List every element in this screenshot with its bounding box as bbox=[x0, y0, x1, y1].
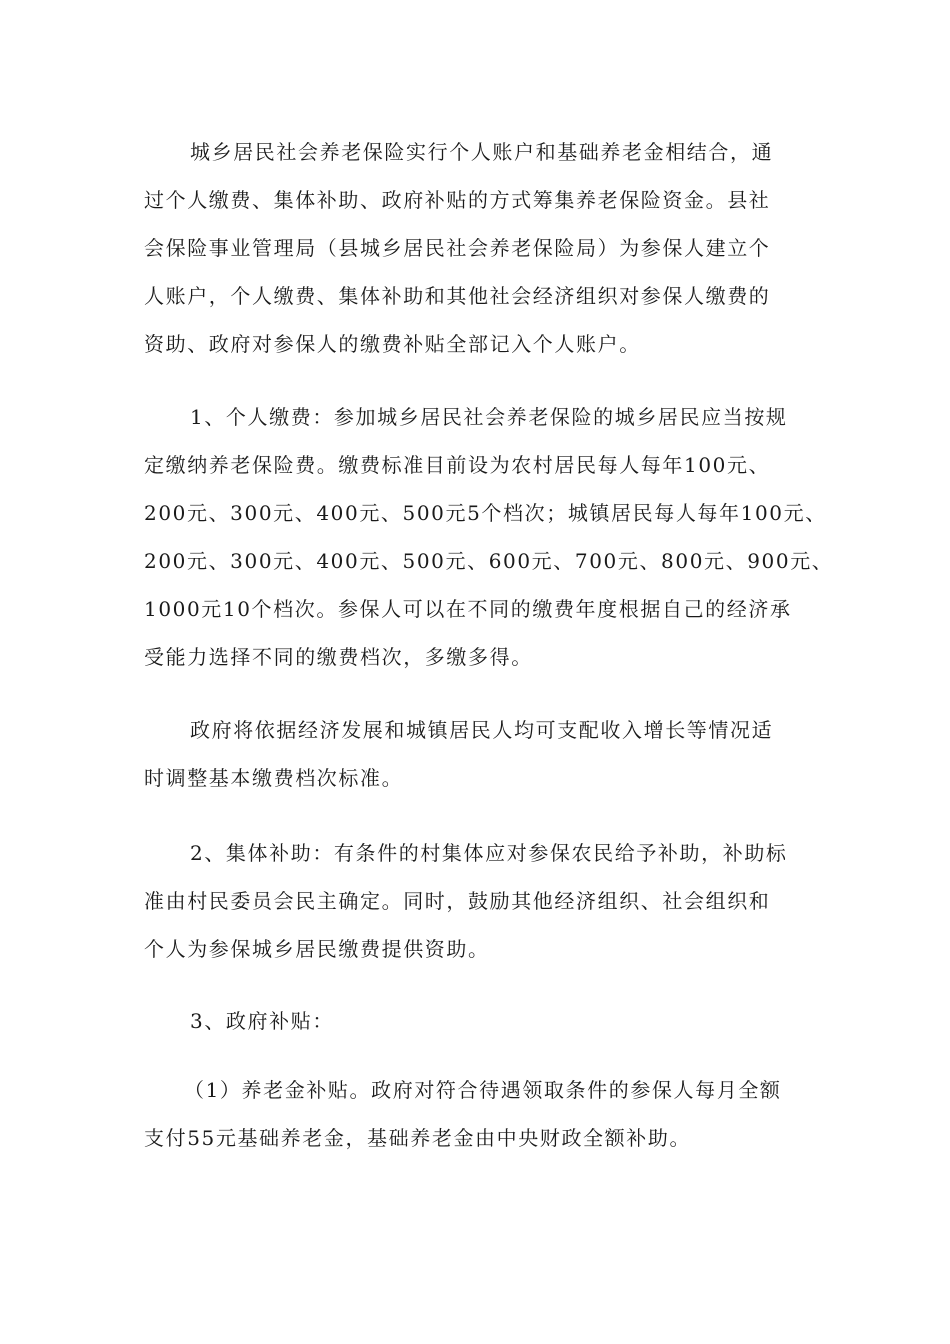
paragraph-intro bbox=[144, 128, 824, 368]
text-line: 1、个人缴费：参加城乡居民社会养老保险的城乡居民应当按规 bbox=[190, 405, 788, 429]
text-line: 个人为参保城乡居民缴费提供资助。 bbox=[144, 937, 490, 961]
paragraph-collective-subsidy bbox=[144, 829, 824, 973]
text-line: 受能力选择不同的缴费档次，多缴多得。 bbox=[144, 645, 533, 669]
text-line: 定缴纳养老保险费。缴费标准目前设为农村居民每人每年100元、 bbox=[144, 453, 771, 477]
text-line: 过个人缴费、集体补助、政府补贴的方式筹集养老保险资金。县社 bbox=[144, 188, 771, 212]
text-line: 政府将依据经济发展和城镇居民人均可支配收入增长等情况适 bbox=[190, 718, 774, 742]
paragraph-government-subsidy-heading bbox=[144, 997, 824, 1045]
text-line: 200元、300元、400元、500元、600元、700元、800元、900元、 bbox=[144, 549, 834, 573]
text-line: 时调整基本缴费档次标准。 bbox=[144, 766, 404, 790]
text-line: 人账户，个人缴费、集体补助和其他社会经济组织对参保人缴费的 bbox=[144, 284, 771, 308]
text-line: 支付55元基础养老金，基础养老金由中央财政全额补助。 bbox=[144, 1126, 692, 1150]
text-line: 200元、300元、400元、500元5个档次；城镇居民每人每年100元、 bbox=[144, 501, 827, 525]
text-line: 资助、政府对参保人的缴费补贴全部记入个人账户。 bbox=[144, 332, 641, 356]
text-line: 1000元10个档次。参保人可以在不同的缴费年度根据自己的经济承 bbox=[144, 597, 792, 621]
text-line: （1）养老金补贴。政府对符合待遇领取条件的参保人每月全额 bbox=[184, 1078, 782, 1102]
text-line: 3、政府补贴： bbox=[190, 1009, 334, 1033]
paragraph-pension-subsidy bbox=[144, 1066, 824, 1162]
text-line: 城乡居民社会养老保险实行个人账户和基础养老金相结合，通 bbox=[190, 140, 774, 164]
paragraph-adjustment bbox=[144, 706, 824, 802]
paragraph-personal-contribution bbox=[144, 393, 834, 681]
text-line: 会保险事业管理局（县城乡居民社会养老保险局）为参保人建立个 bbox=[144, 236, 771, 260]
text-line: 准由村民委员会民主确定。同时，鼓励其他经济组织、社会组织和 bbox=[144, 889, 771, 913]
text-line: 2、集体补助：有条件的村集体应对参保农民给予补助，补助标 bbox=[190, 841, 788, 865]
